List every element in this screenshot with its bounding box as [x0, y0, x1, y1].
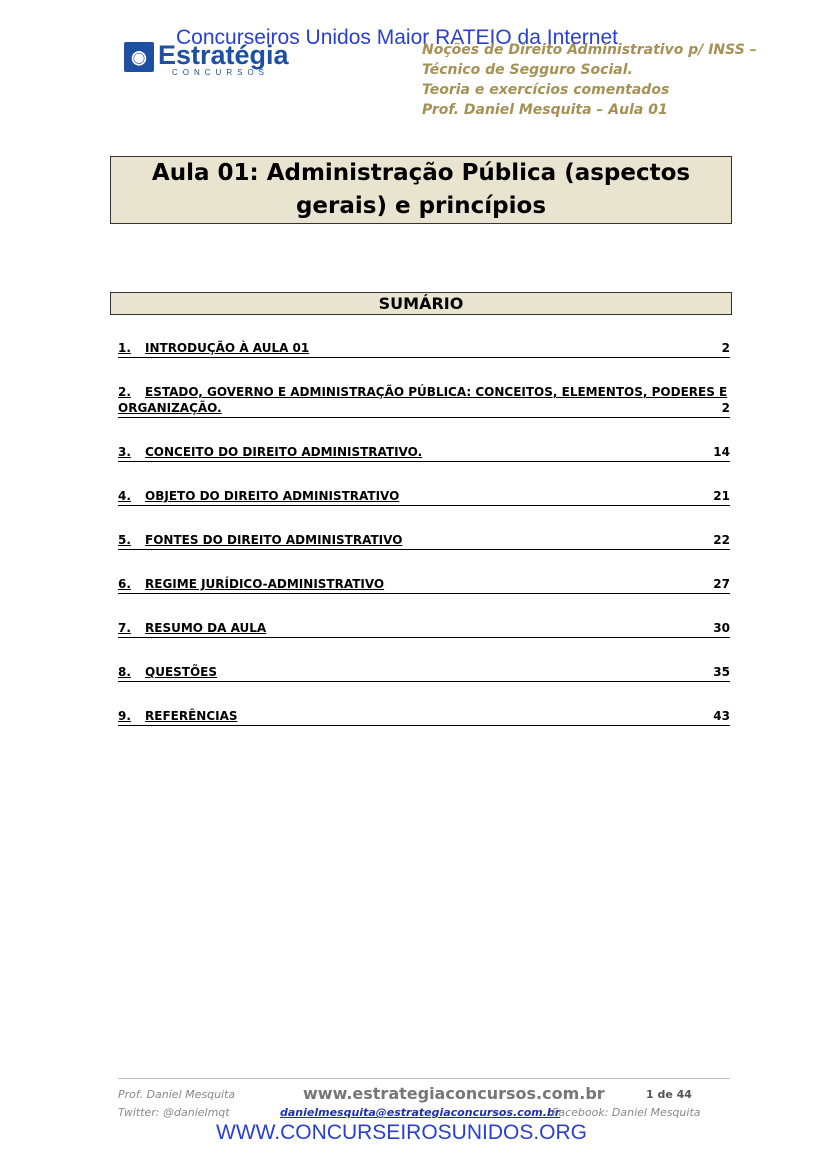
toc-item-page: 43: [713, 709, 730, 723]
watermark-bottom: WWW.CONCURSEIROSUNIDOS.ORG: [216, 1121, 587, 1144]
title-box: [110, 156, 732, 224]
toc-item-page: 27: [713, 577, 730, 591]
toc-item[interactable]: [118, 664, 730, 682]
toc-item-page: 2: [721, 341, 730, 355]
toc-item[interactable]: [118, 708, 730, 726]
toc-item-page: 30: [713, 621, 730, 635]
watermark-top: Concurseiros Unidos Maior RATEIO da Internet: [176, 26, 618, 49]
toc-item-page: 2: [721, 401, 730, 415]
toc-item-number: 3.: [118, 445, 131, 459]
footer-email-link[interactable]: danielmesquita@estrategiaconcursos.com.br: [280, 1106, 561, 1119]
toc-item-label: OBJETO DO DIREITO ADMINISTRATIVO: [145, 489, 400, 503]
toc-item[interactable]: [118, 620, 730, 638]
toc-item-label: CONCEITO DO DIREITO ADMINISTRATIVO.: [145, 445, 423, 459]
toc-item-label: INTRODUÇÃO À AULA 01: [145, 341, 310, 355]
summary-heading: SUMÁRIO: [378, 294, 464, 313]
toc-item[interactable]: [118, 576, 730, 594]
toc-item-label: REFERÊNCIAS: [145, 709, 238, 723]
course-header-line2: Técnico de Segguro Social.: [422, 62, 633, 78]
toc-item[interactable]: [118, 384, 730, 418]
toc-item-number: 1.: [118, 341, 131, 355]
toc-item-number: 8.: [118, 665, 131, 679]
toc-item-number: 9.: [118, 709, 131, 723]
estrategia-logo: [124, 42, 289, 76]
toc-item[interactable]: [118, 532, 730, 550]
logo-subtitle: CONCURSOS: [172, 68, 270, 77]
toc-item-page: 35: [713, 665, 730, 679]
toc-item-number: 4.: [118, 489, 131, 503]
toc-item-page: 21: [713, 489, 730, 503]
footer-twitter: Twitter: @danielmqt: [118, 1106, 230, 1119]
footer-facebook: Facebook: Daniel Mesquita: [552, 1106, 701, 1119]
toc-item-page: 22: [713, 533, 730, 547]
course-header-line4: Prof. Daniel Mesquita – Aula 01: [422, 102, 668, 118]
toc-item-label: REGIME JURÍDICO-ADMINISTRATIVO: [145, 577, 385, 591]
page-title: Aula 01: Administração Pública (aspectos gerais) e princípios: [151, 160, 691, 219]
toc-item-label: RESUMO DA AULA: [145, 621, 267, 635]
table-of-contents: [118, 340, 730, 726]
toc-item[interactable]: [118, 444, 730, 462]
course-header-line3: Teoria e exercícios comentados: [422, 82, 670, 98]
toc-item-label-continued: ORGANIZAÇÃO.: [118, 401, 222, 415]
logo-name: Estratégia: [158, 40, 289, 70]
toc-item-page: 14: [713, 445, 730, 459]
toc-item-label: FONTES DO DIREITO ADMINISTRATIVO: [145, 533, 403, 547]
toc-item-number: 7.: [118, 621, 131, 635]
footer-website-link[interactable]: www.estrategiaconcursos.com.br: [303, 1084, 605, 1103]
summary-heading-box: [110, 292, 732, 315]
toc-item-number: 2.: [118, 385, 131, 399]
toc-item[interactable]: [118, 340, 730, 358]
toc-item-label: QUESTÕES: [145, 665, 218, 679]
course-header-line1: Noções de Direito Administrativo p/ INSS –: [422, 42, 757, 58]
owl-logo-icon: ◉: [124, 42, 154, 72]
toc-item-number: 6.: [118, 577, 131, 591]
course-header: [422, 40, 762, 120]
footer-page-number: 1 de 44: [646, 1088, 692, 1101]
toc-item[interactable]: [118, 488, 730, 506]
toc-item-number: 5.: [118, 533, 131, 547]
toc-item-label: ESTADO, GOVERNO E ADMINISTRAÇÃO PÚBLICA: CONCEITOS, ELEMENTOS, PODERES E: [145, 385, 728, 399]
footer-author: Prof. Daniel Mesquita: [118, 1088, 236, 1101]
page-footer: [118, 1084, 730, 1124]
footer-divider: [118, 1078, 730, 1079]
